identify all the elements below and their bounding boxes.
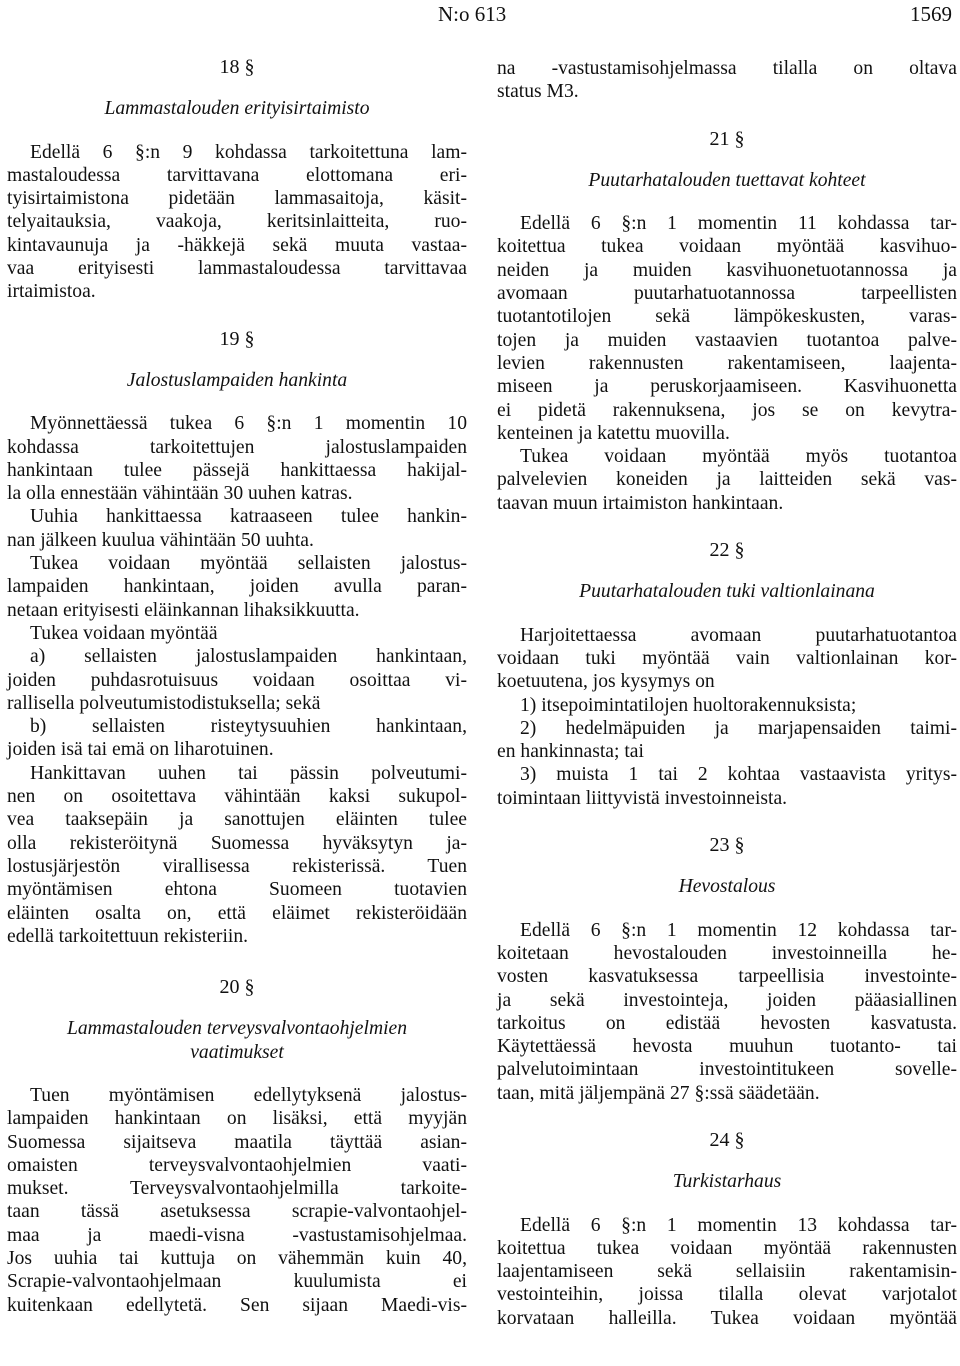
text-line: korvataan halleilla. Tukea voidaan myöntää [497,1307,957,1329]
text-line: palvelutoimintaan investointitukeen sovelle- [497,1059,957,1081]
text-line: vestointeihin, joissa tilalla olevat varjotalot [497,1284,957,1306]
text-line: palvelevien koneiden ja laitteiden sekä vas- [497,469,957,491]
text-line: rallisella polveutumistodistuksella; sekä [7,692,321,714]
text-line: Scrapie-valvontaohjelmaan kuulumista ei [7,1271,467,1293]
text-line: Jos uuhia tai kuttuja on vähemmän kuin 40, [7,1248,467,1270]
section-title [497,169,957,192]
text-line: omaisten terveysvalvontaohjelmien vaati- [7,1154,467,1176]
paragraph [497,445,957,515]
text-line: edellä tarkoitettuun rekisteriin. [7,925,249,947]
text-line: laajentamiseen sekä sellaisiin rakentamisin- [497,1261,957,1283]
text-line: a) sellaisten jalostuslampaiden hankintaan, [30,646,467,668]
section-title-line: Lammastalouden erityisirtaimisto [104,98,370,120]
paragraph [497,763,957,810]
text-line: Hankittavan uuhen tai pässin polveutumi- [30,762,467,784]
text-line: miseen ja peruskorjaamiseen. Kasvihuonetta [497,376,957,398]
text-line: la olla ennestään vähintään 30 uuhen katras. [7,483,353,505]
text-line: 3) muista 1 tai 2 kohtaa vastaavista yritys- [520,764,957,786]
text-line: olla rekisteröitynä Suomessa hyväksytyn ja- [7,832,467,854]
text-line: kintavaunuja ja -häkkejä sekä muuta vastaa- [7,234,467,256]
text-line: hankintaan tulee pässejä hankittaessa hakijal- [7,459,467,481]
section-title-line: Hevostalous [678,876,776,898]
text-line: koetuutena, jos kysymys on [497,671,715,693]
text-line: Edellä 6 §:n 1 momentin 13 kohdassa tar- [520,1214,957,1236]
paragraph [7,1084,467,1317]
text-line: neiden ja muiden kasvihuonetuotannossa ja [497,259,957,281]
paragraph [7,552,467,622]
text-line: joiden puhdasrotuisuus voidaan osoittaa vi- [7,669,467,691]
text-line: nan jälkeen kuulua vähintään 50 uuhta. [7,529,314,551]
text-line: vosten kasvatuksessa tarpeellisia investointe- [497,966,957,988]
text-line: joiden isä tai emä on liharotuinen. [7,739,274,761]
text-line: 1) itsepoimintatilojen huoltorakennuksista; [520,694,857,716]
text-line: mukset. Terveysvalvontaohjelmilla tarkoite- [7,1178,467,1200]
text-line: koitettua tukea voidaan myöntää kasvihuo- [497,236,957,258]
section-number: 22 § [709,539,745,562]
text-line: lostusjärjestön virallisessa rekisterissä. Tuen [7,855,467,877]
paragraph [7,141,467,304]
text-line: mastaloudessa tarvittavana elottomana eri- [7,164,467,186]
text-line: Tukea voidaan myöntää [30,622,218,644]
section-title [7,369,467,392]
text-line: en hankinnasta; tai [497,741,644,763]
section-title [497,1170,957,1193]
paragraph [7,762,467,948]
text-line: lampaiden hankintaan on lisäksi, että myyjän [7,1108,467,1130]
paragraph [7,622,467,645]
section-number: 21 § [709,127,745,150]
text-line: Tukea voidaan myöntää sellaisten jalostus- [30,553,467,575]
section-number: 24 § [709,1128,745,1151]
text-line: Suomessa sijaitseva maatila täyttää asian- [7,1131,467,1153]
continued-paragraph [497,57,957,104]
section-title [497,875,957,898]
text-line: Myönnettäessä tukea 6 §:n 1 momentin 10 [30,413,467,435]
text-line: telyaitauksia, vaakoja, keritsinlaitteita, ruo- [7,211,467,233]
text-line: taan, mitä jäljempänä 27 §:ssä säädetään. [497,1082,820,1104]
paragraph [497,919,957,1105]
section-number: 20 § [219,976,255,999]
text-line: levien rakennusten rakentamiseen, laajenta- [497,352,957,374]
text-line: tarkoitus on edistää hevosten kasvatusta. [497,1012,957,1034]
text-line: Edellä 6 §:n 9 kohdassa tarkoitettuna lam- [30,141,467,163]
text-line: maa ja maedi-visna -vastustamisohjelmaa. [7,1224,467,1246]
section-number: 18 § [219,56,255,78]
text-line: koitettua tukea voidaan myöntää rakennusten [497,1237,957,1259]
left-column [7,56,467,1317]
text-line: na -vastustamisohjelmassa tilalla on oltava [497,58,957,79]
statute-number: N:o 613 [438,2,507,26]
section-number: 19 § [219,327,255,350]
paragraph [497,694,957,717]
paragraph [497,717,957,764]
text-line: lampaiden hankintaan, joiden avulla paran- [7,576,467,598]
text-line: b) sellaisten risteytysuuhien hankintaan, [30,716,467,738]
text-line: vaa erityisesti lammastaloudessa tarvittavaa [7,258,467,280]
text-line: tyisirtaimistona pidetään lammasaitoja, käsit- [7,188,467,210]
paragraph [497,1214,957,1330]
paragraph [7,412,467,505]
paragraph [7,715,467,762]
text-line: taavan muun irtaimiston hankintaan. [497,492,784,514]
section-title-line: Turkistarhaus [672,1171,782,1193]
text-line: netaan erityisesti eläinkannan lihaksikkuutta. [7,599,360,621]
text-line: vea taaksepäin ja sanottujen eläinten tulee [7,809,467,831]
section-title-line: Puutarhatalouden tuettavat kohteet [588,169,866,191]
text-line: myöntämisen ehtona Suomeen tuotavien [7,879,467,901]
text-line: nen on osoitettava vähintään kaksi sukupol- [7,786,467,808]
text-line: avomaan puutarhatuotannossa tarpeellisten [497,283,957,305]
text-line: irtaimistoa. [7,281,96,303]
text-line: kenteinen ja katettu muovilla. [497,422,730,444]
text-line: tojen ja muiden vastaavien tuotantoa palve- [497,329,957,351]
text-line: voidaan tuki myöntää vain valtionlainan kor- [497,647,957,669]
section-number: 23 § [709,834,745,857]
section-title-line: Puutarhatalouden tuki valtionlainana [579,581,875,603]
text-line: taan tässä asetuksessa scrapie-valvontaohjel- [7,1201,467,1223]
paragraph [497,212,957,445]
section-title [497,580,957,603]
text-line: Uuhia hankittaessa katraaseen tulee hankin- [30,506,467,528]
right-column [497,57,957,1330]
section-title-line: Lammastalouden terveysvalvontaohjelmien [66,1018,408,1040]
section-title [7,97,467,120]
text-line: koitetaan hevostalouden investoinneilla he- [497,942,957,964]
text-line: Edellä 6 §:n 1 momentin 11 kohdassa tar- [520,213,957,235]
paragraph [7,505,467,552]
section-title-line: vaatimukset [190,1041,284,1063]
text-line: Tukea voidaan myöntää myös tuotantoa [520,446,957,468]
text-line: kuitenkaan edellytetä. Sen sijaan Maedi-vis- [7,1294,467,1316]
text-line: status M3. [497,81,579,103]
text-line: ja sekä investointeja, joiden pääasiallinen [497,989,957,1011]
page-header [0,2,960,28]
text-line: 2) hedelmäpuiden ja marjapensaiden taimi- [520,717,957,739]
text-line: toimintaan liittyvistä investoinneista. [497,787,788,809]
text-line: eläinten osalta on, että eläimet rekisteröidään [7,902,467,924]
text-line: Tuen myöntämisen edellytyksenä jalostus- [30,1084,467,1106]
page-number: 1569 [910,2,952,26]
text-line: kohdassa tarkoitettujen jalostuslampaiden [7,436,467,458]
text-line: Käytettäessä hevosta muuhun tuotanto- tai [497,1036,957,1058]
paragraph [497,624,957,694]
text-line: Edellä 6 §:n 1 momentin 12 kohdassa tar- [520,919,957,941]
section-title [7,1017,467,1064]
section-title-line: Jalostuslampaiden hankinta [126,369,348,391]
text-line: Harjoitettaessa avomaan puutarhatuotantoa [520,624,957,646]
text-line: tuotantotilojen sekä lämpökeskusten, varas- [497,306,957,328]
text-line: ei pidetä rakennuksena, jos se on kevytra- [497,399,957,421]
paragraph [7,645,467,715]
